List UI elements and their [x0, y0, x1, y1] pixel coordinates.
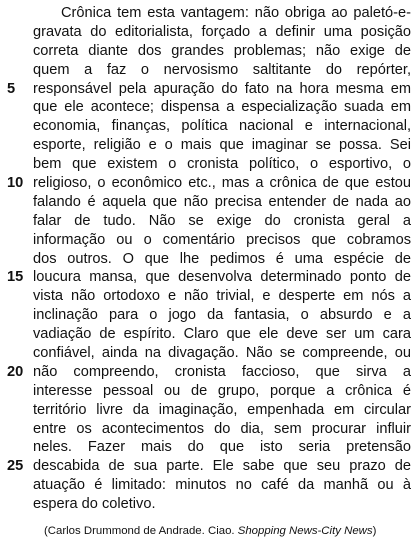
text-line [0, 401, 420, 420]
text-line [0, 98, 420, 117]
line-text: responsável pela apuração do fato na hora mesma em [33, 80, 411, 97]
source-publication: Shopping News-City News [237, 525, 373, 537]
text-line [0, 476, 420, 495]
line-text: atuação é limitado: minutos no café da manhã ou à [33, 477, 411, 494]
line-text: vadiação de espírito. Claro que ele deve ser um cara [33, 326, 411, 343]
line-text: descabida de sua parte. Ele sabe que seu prazo de [33, 458, 411, 475]
text-line [0, 344, 420, 363]
text-line [0, 174, 420, 193]
line-text: religioso, o econômico etc., mas a crônica de que estou [33, 175, 411, 192]
line-text: informação ou o comentário precisos que cobramos [33, 231, 411, 248]
text-line [0, 136, 420, 155]
text-line [0, 61, 420, 80]
line-number: 25 [7, 458, 24, 475]
text-line [0, 457, 420, 476]
line-number: 20 [7, 363, 24, 380]
line-text: Crônica tem esta vantagem: não obriga ao paletó-e- [61, 5, 411, 21]
chronicle-text [0, 4, 420, 514]
line-text: entre os acontecimentos do dia, sem procurar influir [33, 420, 411, 437]
text-line [0, 250, 420, 269]
line-text: confiável, ainda na divagação. Não se compreende, ou [33, 345, 411, 362]
text-line [0, 325, 420, 344]
text-line [0, 363, 420, 382]
line-text: esporte, religião e o mais que imaginar se possa. Sei [33, 137, 411, 154]
text-line [0, 212, 420, 231]
line-text: loucura mansa, que desenvolva determinado ponto de [33, 269, 411, 286]
text-line [0, 420, 420, 439]
line-number: 10 [7, 175, 24, 192]
text-line [0, 306, 420, 325]
line-text: bem que existem o cronista político, o esportivo, o [33, 156, 411, 173]
text-line [0, 155, 420, 174]
line-text: gravata do editorialista, forçado a definir uma posição [33, 23, 411, 40]
line-text: correta diante dos grandes problemas; não exige de [33, 42, 411, 59]
line-text: vista não ortodoxo e não trivial, e desperte em nós a [33, 288, 411, 305]
line-number: 15 [7, 269, 24, 286]
text-line [0, 23, 420, 42]
line-text: espera do coletivo. [33, 496, 156, 513]
line-text: falar de tudo. Não se exige do cronista geral a [33, 212, 411, 229]
text-line [0, 438, 420, 457]
line-text: interesse pessoal ou de grupo, porque a crônica é [33, 382, 411, 399]
source-prefix: (Carlos Drummond de Andrade. Ciao. [44, 525, 238, 537]
text-line [0, 382, 420, 401]
line-text: neles. Fazer mais do que isto seria pretensão [33, 439, 411, 456]
text-line [0, 495, 420, 514]
line-text: falando é aquela que não precisa entender de nada ao [33, 193, 411, 210]
text-line [0, 80, 420, 99]
text-line [0, 117, 420, 136]
line-text: território livre da imaginação, empenhada em circular [33, 401, 411, 418]
source-suffix: ) [372, 525, 377, 537]
text-line [0, 193, 420, 212]
text-line [0, 42, 420, 61]
line-text: não compreendo, cronista faccioso, que sirva a [33, 363, 411, 380]
line-text: inclinação para o jogo da fantasia, o absurdo e a [33, 307, 411, 324]
line-text: que ele acontece; dispensa a especialização suada em [33, 99, 411, 116]
line-text: quem a faz o nervosismo saltitante do repórter, [33, 61, 411, 78]
text-line [0, 268, 420, 287]
text-line [0, 287, 420, 306]
source-citation [44, 525, 376, 537]
text-line [0, 231, 420, 250]
line-text: dos outros. O que lhe pedimos é uma espécie de [33, 250, 411, 267]
line-text: economia, finanças, política nacional e internacional, [33, 118, 411, 135]
text-line [0, 4, 420, 23]
line-number: 5 [7, 80, 16, 97]
